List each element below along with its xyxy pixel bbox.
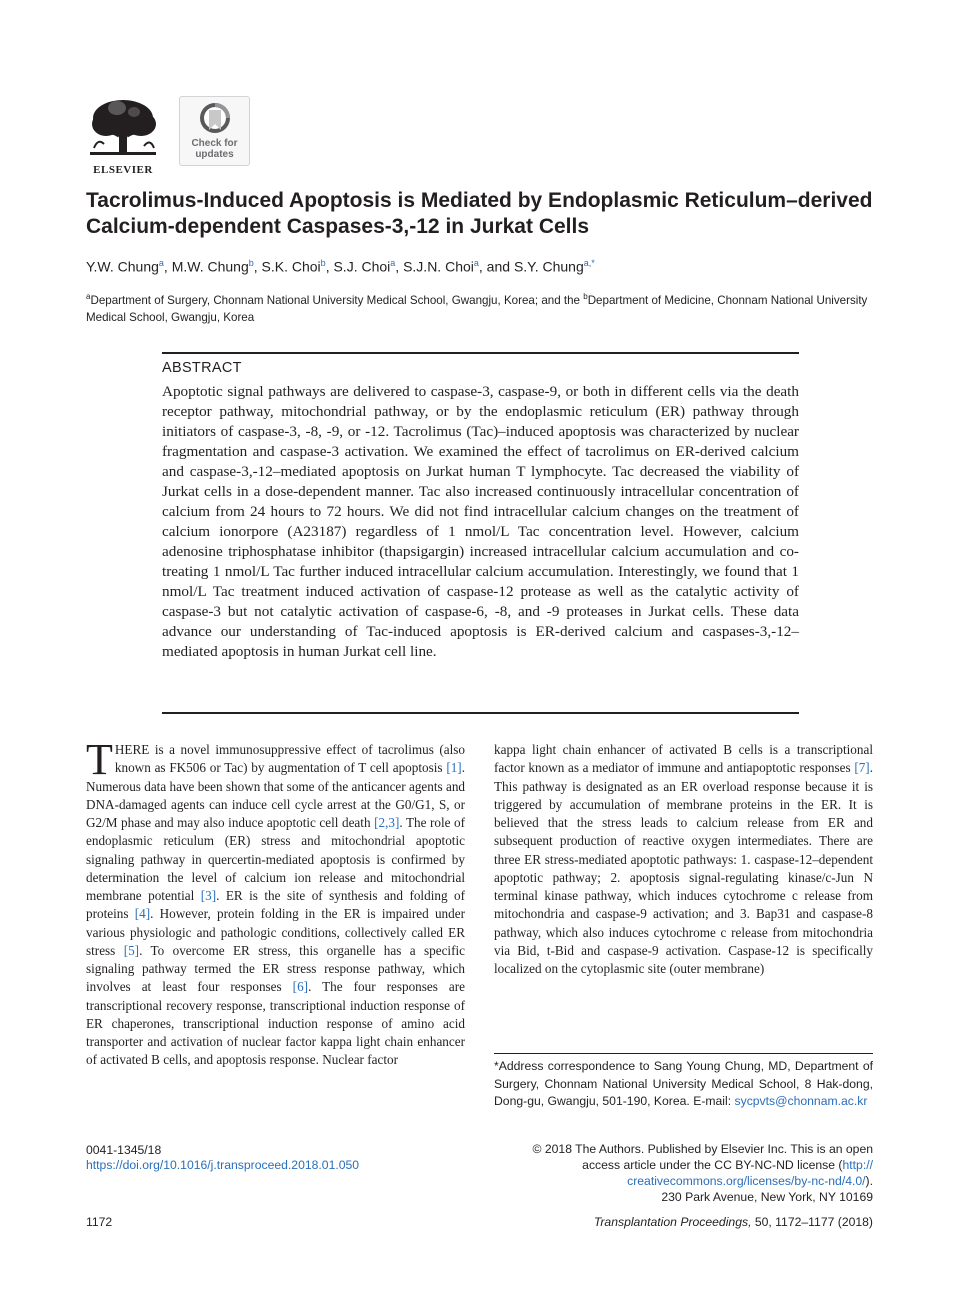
- elsevier-tree-icon: [84, 96, 162, 160]
- correspondence-text: *Address correspondence to Sang Young Chung, MD, Department of Surgery, Chonnam National University Medical School, 8 Hak-dong, Dong-gu, Gwangju, 501-190, Korea. E-mail:: [494, 1059, 873, 1108]
- abstract-text: Apoptotic signal pathways are delivered to caspase-3, caspase-9, or both in different cells via the death receptor pathway, mitochondrial pathway, or by the endoplasmic reticulum (ER) pathway through initiators of caspase-3, -8, -9, or -12. Tacrolimus (Tac)–induced apoptosis was characterized by nuclear fragmentation and caspase-3 activation. We examined the effect of tacrolimus on ER-derived calcium and caspase-3,-12–mediated apoptosis on Jurkat human T lymphocyte. Tac decreased the viability of Jurkat cells in a dose-dependent manner. Tac also increased continuously intracellular concentration of calcium from 24 hours to 72 hours. We did not find intracellular calcium changes on the treatment of calcium ionorpore (A23187) regardless of 1 nmol/L Tac concentration level. However, calcium adenosine triphosphatase inhibitor (thapsigargin) increased intracellular calcium accumulation and co-treating 1 nmol/L Tac further induced intracellular calcium accumulation. Interestingly, we found that 1 nmol/L Tac treatment induced activation of caspase-12 protease as well as the catalytic activity of caspase-3 but not catalytic activation of caspase-6, -8, and -9 proteases in Jurkat cells. These data advance our understanding of Tac-induced apoptosis is ER-derived calcium and caspases-3,-12– mediated apoptosis in human Jurkat cell line.: [162, 383, 799, 660]
- check-for-updates-label: Check for updates: [191, 138, 238, 160]
- journal-citation: [594, 1215, 873, 1229]
- author-separator: , and: [478, 258, 514, 275]
- doi-link[interactable]: https://doi.org/10.1016/j.transproceed.2018.01.050: [86, 1158, 360, 1172]
- reference-link[interactable]: [4]: [134, 906, 151, 922]
- license-link[interactable]: creativecommons.org/licenses/by-nc-nd/4.0/: [627, 1174, 866, 1188]
- journal-volume-pages: 50, 1172–1177 (2018): [751, 1215, 873, 1229]
- drop-cap: T: [86, 735, 113, 784]
- publisher-address: 230 Park Avenue, New York, NY 10169: [661, 1190, 873, 1204]
- body-text: is a novel immunosuppressive effect of tacrolimus (also known as FK506 or Tac) by augmentation of T cell apoptosis: [114, 742, 465, 776]
- body-column-right: [494, 741, 873, 978]
- author-separator: ,: [163, 258, 172, 275]
- license-text: © 2018 The Authors. Published by Elsevier Inc. This is an open: [532, 1142, 873, 1156]
- reference-link[interactable]: [2,3]: [374, 815, 400, 830]
- journal-name: Transplantation Proceedings,: [593, 1215, 752, 1229]
- body-text: . To overcome ER stress, this organelle has a specific signaling pathway termed the ER stress response pathway, which involves at least four responses: [86, 942, 465, 995]
- author-affil-sup: a,*: [583, 258, 595, 268]
- bookmark-icon: [199, 102, 231, 136]
- author-affil-sup: b: [320, 258, 326, 268]
- page-number: 1172: [86, 1215, 113, 1229]
- check-for-updates-button[interactable]: [179, 96, 250, 166]
- correspondence-footnote: [494, 1058, 873, 1111]
- affil-text-a: Department of Surgery, Chonnam National University Medical School, Gwangju, Korea; and the: [90, 293, 584, 307]
- abstract-heading: ABSTRACT: [162, 360, 242, 376]
- reference-link[interactable]: [5]: [123, 942, 140, 958]
- reference-link[interactable]: [6]: [292, 979, 309, 995]
- lead-word: HERE: [114, 742, 150, 757]
- affiliations: [86, 288, 876, 326]
- license-footnote: [494, 1141, 873, 1205]
- author-name[interactable]: S.Y. Chung: [513, 258, 584, 275]
- email-link[interactable]: sycpvts@chonnam.ac.kr: [734, 1094, 868, 1108]
- author-name[interactable]: S.J. Choi: [333, 258, 391, 275]
- license-text: ).: [865, 1174, 873, 1188]
- reference-link[interactable]: [1]: [446, 760, 462, 776]
- article-title: Tacrolimus-Induced Apoptosis is Mediated by Endoplasmic Reticulum–derived Calcium-dependent Caspases-3,-12 in Jurkat Cells: [86, 189, 873, 238]
- body-column-left: [86, 735, 466, 1070]
- affil-text-b: Department of Medicine, Chonnam National University Medical School, Gwangju, Korea: [86, 293, 868, 324]
- license-text: access article under the CC BY-NC-ND license (: [582, 1158, 843, 1172]
- author-name[interactable]: S.J.N. Choi: [403, 258, 474, 275]
- author-separator: ,: [253, 258, 262, 275]
- body-text: . The four responses are transcriptional recovery response, transcriptional induction response of ER chaperones, transcriptional induction response of amino acid transporter and activation of nuclear factor kappa light chain enhancer of activated B cells, and apoptosis response. Nuclear factor: [86, 979, 466, 1068]
- body-text: kappa light chain enhancer of activated B cells is a transcriptional factor known as a mediator of immune and antiapoptotic responses: [494, 742, 873, 776]
- affil-sup-a: a: [86, 292, 91, 301]
- elsevier-wordmark: ELSEVIER: [93, 164, 153, 176]
- author-name[interactable]: S.K. Choi: [261, 258, 321, 275]
- body-text: . The role of endoplasmic reticulum (ER) stress and mitochondrial apoptotic signaling pathway in quercertin-mediated apoptosis is confirmed by determination the level of calcium ion release and mitochondrial membrane potential: [86, 815, 465, 903]
- body-text: . Numerous data have been shown that some of the anticancer agents and DNA-damaged agents can induce cell cycle arrest at the G0/G1, S, or G2/M phase and may also induce apoptotic cell death: [86, 760, 466, 830]
- author-affil-sup: a: [158, 258, 164, 268]
- affil-sup-b: b: [583, 292, 588, 301]
- body-text: . This pathway is designated as an ER overload response because it is triggered by accumulation of membrane proteins in the ER. It is believed that the stress leads to calcium release from ER and subsequent production of reactive oxygen intermediates. There are three ER stress-mediated apoptotic pathways: 1. caspase-12–dependent apoptotic pathway; 2. apoptosis signal-regulating kinase/c-Jun N terminal kinase pathway, which induces cytochrome c release from mitochondria and caspase-9 activation; and 3. Bap31 and caspase-8 pathway, which also induces cytochrome c release from mitochondria via Bid, t-Bid and caspase-9 activation. Caspase-12 is specifically localized on the cytoplasmic site (outer membrane): [494, 760, 873, 976]
- author-affil-sup: a: [473, 258, 479, 268]
- author-affil-sup: b: [248, 258, 254, 268]
- author-list: [86, 258, 595, 275]
- reference-link[interactable]: [7]: [854, 760, 870, 776]
- author-name[interactable]: M.W. Chung: [171, 258, 249, 275]
- body-text: . ER is the site of synthesis and folding of proteins: [86, 888, 465, 922]
- elsevier-logo: [84, 96, 162, 176]
- footnote-divider: [494, 1053, 873, 1054]
- abstract-section: [162, 352, 799, 714]
- body-text: . However, protein folding in the ER is impaired under various physiologic and pathologic conditions, collectively called ER stress: [86, 906, 465, 958]
- author-name[interactable]: Y.W. Chung: [86, 258, 159, 275]
- author-affil-sup: a: [390, 258, 396, 268]
- author-separator: ,: [325, 258, 334, 275]
- reference-link[interactable]: [3]: [200, 888, 217, 903]
- author-separator: ,: [395, 258, 404, 275]
- issn: 0041-1345/18: [86, 1143, 162, 1157]
- license-link[interactable]: http://: [842, 1158, 873, 1172]
